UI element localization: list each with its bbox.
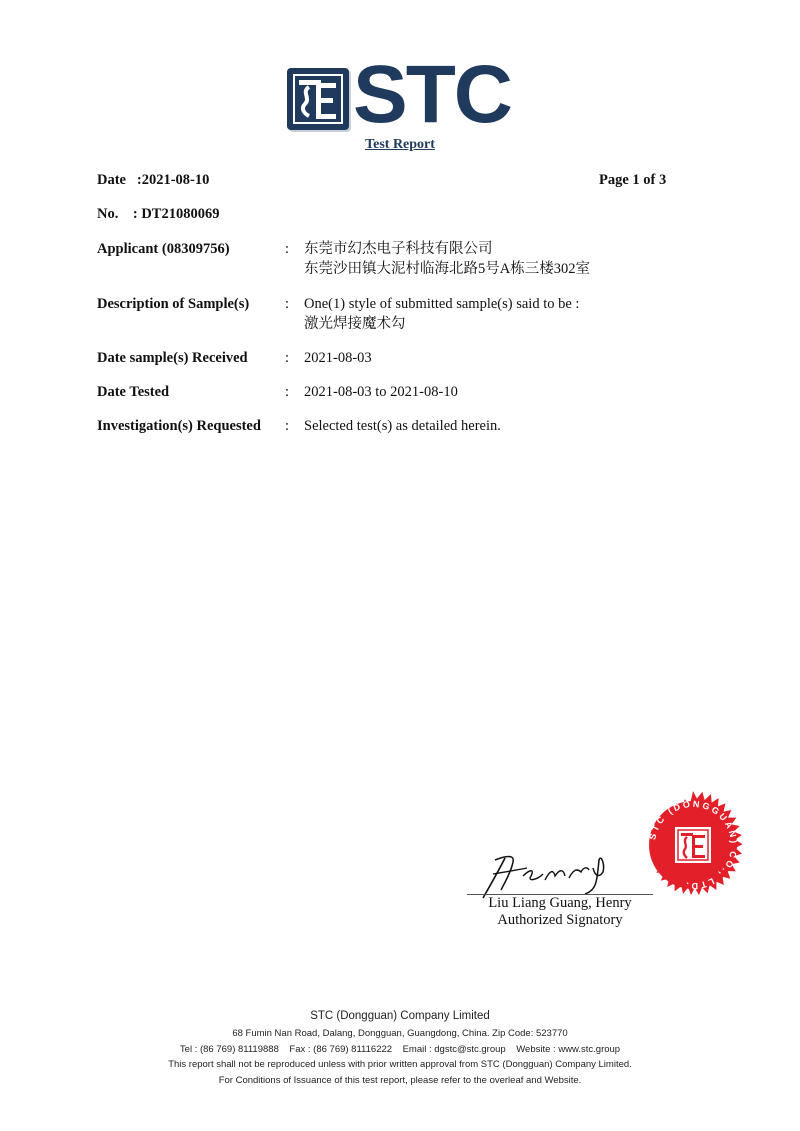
footer-notice: This report shall not be reproduced unless with prior written approval from STC (Dongguan) Company Limited. [168,1059,632,1070]
field-colon: : [285,384,290,400]
field-label: Investigation(s) Requested [97,418,261,434]
field-label: Applicant (08309756) [97,241,230,257]
stc-logo [287,49,517,140]
logo-wordmark: STC [353,49,511,140]
field-label: Date Tested [97,384,170,400]
page-indicator: Page 1 of 3 [599,172,667,188]
field-colon: : [285,350,290,366]
footer-company-name: STC (Dongguan) Company Limited [310,1010,490,1022]
stc-emblem-icon [287,68,349,130]
field-value: 2021-08-03 [304,350,372,366]
description-line-1: One(1) style of submitted sample(s) said to be : [304,296,580,312]
footer-conditions: For Conditions of Issuance of this test report, please refer to the overleaf and Website. [218,1075,582,1086]
field-colon: : [285,418,290,434]
field-label: Description of Sample(s) [97,296,250,312]
applicant-name: 东莞市幻杰电子科技有限公司 [304,241,493,257]
report-title-text: Test Report [365,137,435,152]
field-colon: : [285,241,290,257]
date-row [97,172,209,189]
field-value [304,294,579,334]
report-title [0,137,800,153]
footer-address: 68 Fumin Nan Road, Dalang, Dongguan, Guangdong, China. Zip Code: 523770 [232,1028,568,1039]
field-value: 2021-08-03 to 2021-08-10 [304,384,458,400]
report-number-value: : DT21080069 [132,206,220,222]
signatory-role: Authorized Signatory [497,912,623,928]
company-seal-stamp [638,790,748,900]
report-number-row [97,206,219,223]
date-label: Date [97,172,126,188]
signatory-name: Liu Liang Guang, Henry [488,895,632,911]
seal-text: STC (DONGGUAN) CO., LTD. [647,798,740,892]
field-value: Selected test(s) as detailed herein. [304,418,501,434]
report-number-label: No. [97,206,119,222]
applicant-address: 东莞沙田镇大泥村临海北路5号A栋三楼302室 [304,261,590,277]
field-colon: : [285,296,290,312]
handwritten-signature [465,850,655,900]
field-value [304,239,590,279]
footer-contact: Tel : (86 769) 81119888 Fax : (86 769) 81116222 Email : dgstc@stc.group Website : www.stc.group [179,1044,621,1055]
description-line-2: 激光焊接魔术勾 [304,316,406,332]
date-value: :2021-08-10 [136,172,210,188]
field-label: Date sample(s) Received [97,350,248,366]
